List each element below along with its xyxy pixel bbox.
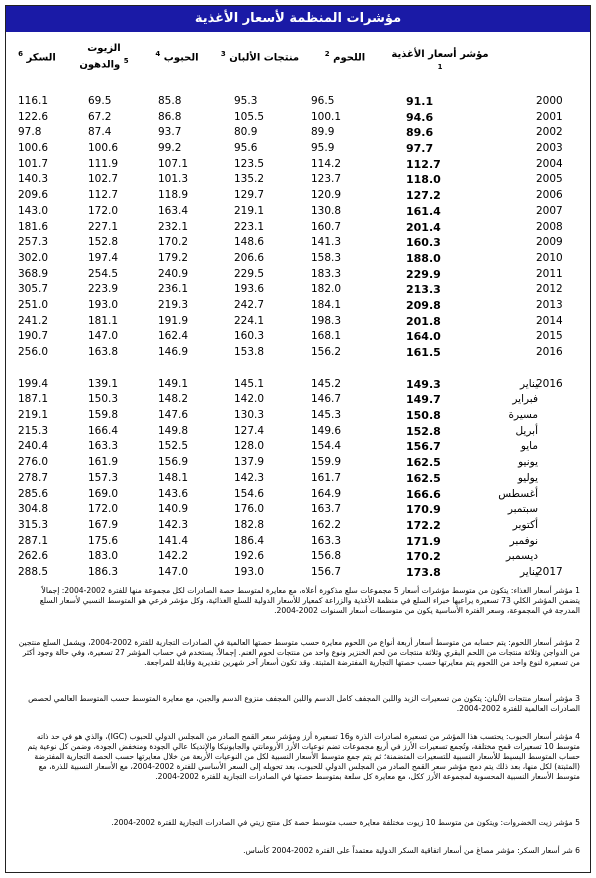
food-value: 229.9: [406, 267, 441, 281]
dairy-value: 80.9: [234, 126, 258, 139]
dairy-value: 193.6: [234, 283, 265, 296]
dairy-value: 154.6: [234, 487, 265, 500]
food-value: 160.3: [406, 236, 441, 250]
oils-value: 183.0: [88, 550, 119, 563]
oils-value: 163.3: [88, 440, 119, 453]
sugar-value: 122.6: [18, 110, 49, 123]
row-spacer: [536, 361, 586, 377]
sugar-value: 143.0: [18, 204, 49, 217]
year-label: 2008: [536, 220, 563, 233]
sugar-value: 219.1: [18, 409, 49, 422]
dairy-value: 142.3: [234, 471, 265, 484]
month-label: فبراير: [512, 393, 538, 406]
sugar-value: 251.0: [18, 298, 49, 311]
monthly-year-label: 2017: [536, 565, 563, 578]
dairy-value: 105.5: [234, 110, 265, 123]
meat-value: 162.2: [311, 518, 342, 531]
oils-value: 193.0: [88, 298, 119, 311]
oils-value: 87.4: [88, 126, 112, 139]
food-value: 166.6: [406, 487, 441, 501]
dairy-value: 95.6: [234, 142, 258, 155]
food-value: 188.0: [406, 251, 441, 265]
dairy-value: 123.5: [234, 157, 265, 170]
header-oils-label: الزيوت: [87, 43, 121, 54]
sugar-value: 209.6: [18, 189, 49, 202]
dairy-value: 229.5: [234, 267, 265, 280]
meat-value: 159.9: [311, 456, 342, 469]
cereals-value: 86.8: [158, 110, 182, 123]
dairy-value: 186.4: [234, 534, 265, 547]
meat-value: 123.7: [311, 173, 342, 186]
cereals-value: 146.9: [158, 346, 189, 358]
month-label: أغسطس: [498, 487, 538, 500]
cereals-value: 219.3: [158, 298, 189, 311]
cereals-value: 152.5: [158, 440, 189, 453]
dairy-value: 95.3: [234, 95, 258, 107]
oils-value: 111.9: [88, 157, 119, 170]
sugar-value: 187.1: [18, 393, 49, 406]
cereals-value: 101.3: [158, 173, 189, 186]
meat-value: 145.2: [311, 377, 342, 390]
header-food-index: [390, 48, 490, 88]
year-label: 2001: [536, 110, 563, 123]
sugar-value: 140.3: [18, 173, 49, 186]
meat-value: 158.3: [311, 251, 342, 264]
meat-value: 145.3: [311, 409, 342, 422]
oils-value: 197.4: [88, 251, 119, 264]
food-value: 89.6: [406, 126, 434, 140]
food-value: 149.7: [406, 393, 441, 407]
month-row-label: [512, 392, 586, 408]
month-row-label: [507, 502, 586, 518]
food-value: 118.0: [406, 173, 441, 187]
year-label: 2013: [536, 298, 563, 311]
meat-value: 120.9: [311, 189, 342, 202]
sugar-value: 276.0: [18, 456, 49, 469]
sugar-value: 240.4: [18, 440, 49, 453]
month-row-label: [520, 439, 586, 455]
meat-value: 183.3: [311, 267, 342, 280]
sugar-value: 101.7: [18, 157, 49, 170]
meat-value: 160.7: [311, 220, 342, 233]
sugar-value: 315.3: [18, 518, 49, 531]
year-label: 2011: [536, 267, 563, 280]
dairy-value: 223.1: [234, 220, 265, 233]
month-label: مايو: [520, 440, 538, 453]
sugar-value: 278.7: [18, 471, 49, 484]
dairy-value: 206.6: [234, 251, 265, 264]
year-label: 2016: [536, 346, 563, 358]
header-dairy-label: منتجات الألبان: [229, 52, 300, 64]
oils-value: 161.9: [88, 456, 119, 469]
dairy-value: 192.6: [234, 550, 265, 563]
oils-value: 223.9: [88, 283, 119, 296]
food-value: 112.7: [406, 157, 441, 171]
cereals-value: 141.4: [158, 534, 189, 547]
meat-value: 96.5: [311, 95, 335, 107]
sugar-value: 368.9: [18, 267, 49, 280]
sugar-value: 288.5: [18, 565, 49, 578]
page-frame: [5, 5, 591, 873]
header-sugar-label: السكر: [26, 52, 56, 64]
month-row-label: [518, 455, 586, 471]
month-row-label: [519, 377, 586, 393]
meat-value: 154.4: [311, 440, 342, 453]
meat-value: 156.8: [311, 550, 342, 563]
header-cereals-label: الحبوب: [163, 52, 199, 64]
food-value: 97.7: [406, 142, 434, 156]
header-meat: [305, 48, 385, 88]
food-value: 161.4: [406, 204, 441, 218]
meat-value: 100.1: [311, 110, 342, 123]
dairy-value: 130.3: [234, 409, 265, 422]
dairy-value: 137.9: [234, 456, 265, 469]
header-dairy: [215, 48, 305, 88]
dairy-value: 142.0: [234, 393, 265, 406]
month-row-label: [515, 424, 586, 440]
food-value: 164.0: [406, 330, 441, 344]
month-row-label: [498, 487, 586, 503]
food-value: 170.9: [406, 503, 441, 517]
row-spacer: [311, 361, 341, 377]
row-spacer: [234, 361, 264, 377]
month-label: سبتمبر: [507, 503, 538, 516]
header-oils-sup: 5: [123, 57, 129, 65]
cereals-value: 93.7: [158, 126, 182, 139]
meat-value: 198.3: [311, 314, 342, 327]
cereals-value: 107.1: [158, 157, 189, 170]
footnote-1: 1 مؤشر أسعار الغذاء: يتكون من متوسط مؤشرات أسعار 5 مجموعات سلع مذكورة أعلاه، مع معايرة لمتوسط حصة الصادرات لكل مجموعة منها للفترة 2002-2004: إجمالاً يتضمن المؤشر الكلي 73 تسعيرة يراعيها خبراء السلع في منظمة الأغذية والزراعة كمعيار للأسعار الدولية للسلع الغذائية، وكل مؤشر فرعي هو المتوسط النسبي لأسعار السلع المدرجة في المجموعة، وسعر الفترة الأساسية يكون من متوسطات أسعار السنوات 2002-2004.: [39, 586, 580, 615]
food-value: 171.9: [406, 534, 441, 548]
meat-value: 146.7: [311, 393, 342, 406]
dairy-value: 182.8: [234, 518, 265, 531]
dairy-value: 127.4: [234, 424, 265, 437]
footnote-5: 5 مؤشر زيت الخضروات: ويتكون من متوسط 10 زيوت مختلفة معايرة حسب متوسط حصة كل منتج زيتي في الصادرات التجارية للفترة 2002-2004.: [111, 818, 580, 827]
dairy-value: 242.7: [234, 298, 265, 311]
cereals-value: 118.9: [158, 189, 189, 202]
column-sugar: [18, 94, 48, 581]
food-value: 172.2: [406, 518, 441, 532]
sugar-value: 305.7: [18, 283, 49, 296]
header-food-label: مؤشر أسعار الأغذية: [391, 49, 489, 60]
oils-value: 163.8: [88, 346, 119, 358]
cereals-value: 240.9: [158, 267, 189, 280]
food-value: 201.8: [406, 314, 441, 328]
dairy-value: 176.0: [234, 503, 265, 516]
page-title: مؤشرات المنظمة لأسعار الأغذية: [6, 6, 590, 32]
month-row-label: [506, 549, 586, 565]
cereals-value: 99.2: [158, 142, 182, 155]
food-value: 152.8: [406, 424, 441, 438]
cereals-value: 156.9: [158, 456, 189, 469]
oils-value: 166.4: [88, 424, 119, 437]
sugar-value: 190.7: [18, 330, 49, 343]
food-value: 161.5: [406, 346, 441, 359]
header-food-sup: 1: [437, 63, 443, 71]
oils-value: 147.0: [88, 330, 119, 343]
oils-value: 150.3: [88, 393, 119, 406]
oils-value: 100.6: [88, 142, 119, 155]
food-value: 156.7: [406, 440, 441, 454]
month-label: مسيرة: [508, 409, 538, 422]
cereals-value: 162.4: [158, 330, 189, 343]
cereals-value: 147.6: [158, 409, 189, 422]
header-meat-sup: 2: [324, 50, 330, 58]
meat-value: 184.1: [311, 298, 342, 311]
header-sugar: [6, 48, 68, 88]
meat-value: 182.0: [311, 283, 342, 296]
cereals-value: 143.6: [158, 487, 189, 500]
month-row-label: [517, 471, 586, 487]
cereals-value: 236.1: [158, 283, 189, 296]
row-spacer: [18, 361, 48, 377]
food-value: 162.5: [406, 456, 441, 470]
oils-value: 157.3: [88, 471, 119, 484]
sugar-value: 116.1: [18, 95, 49, 107]
month-row-label: [519, 565, 586, 581]
cereals-value: 147.0: [158, 565, 189, 578]
meat-value: 156.7: [311, 565, 342, 578]
meat-value: 164.9: [311, 487, 342, 500]
dairy-value: 160.3: [234, 330, 265, 343]
month-label: ديسمبر: [506, 550, 538, 563]
oils-value: 172.0: [88, 503, 119, 516]
year-label: 2004: [536, 157, 563, 170]
header-oils-label2: والدهون: [79, 59, 121, 71]
oils-value: 175.6: [88, 534, 119, 547]
oils-value: 159.8: [88, 409, 119, 422]
cereals-value: 148.1: [158, 471, 189, 484]
row-spacer: [406, 361, 441, 377]
column-dairy: [234, 94, 264, 581]
cereals-value: 148.2: [158, 393, 189, 406]
header-cereals: [142, 48, 212, 88]
dairy-value: 129.7: [234, 189, 265, 202]
dairy-value: 148.6: [234, 236, 265, 249]
column-oils: [88, 94, 118, 581]
year-label: 2000: [536, 95, 563, 107]
sugar-value: 181.6: [18, 220, 49, 233]
cereals-value: 163.4: [158, 204, 189, 217]
oils-value: 67.2: [88, 110, 112, 123]
month-label: يونيو: [518, 456, 538, 469]
cereals-value: 142.3: [158, 518, 189, 531]
month-row-label: [512, 518, 586, 534]
footnote-4: 4 مؤشر أسعار الحبوب: يحتسب هذا المؤشر من تسعيرة لصادرات الذرة و16 تسعيرة أرز ومؤشر سعر القمح الصادر من المجلس الدولي للحبوب (IGC)، والذي هو في حد ذاته متوسط 10 تسعيرات قمح مختلفة، وتُجمع تسعيرات الأرز في أربع مجموعات تضم نوعيات الأرز الأرومانتي والجابونيكا والإنديكا عالي الجودة ومنخفض الجودة، وضمن كل نوعية يتم حساب المتوسط البسيط للأسعار النسبية للتسعيرات المتضمنة؛ ثم يتم جمع متوسط الأسعار النسبية لكل من النوعيات الأربعة من خلال معايرتها حسب الحصة التجارية المفترضة (المثبتة) لكل منها، بعد ذلك يتم دمج مؤشر سعر القمح الصادر من المجلس الدولي للحبوب، بعد تحويله إلى السعر الأساسي للفترة 2002-2004، مع الأسعار النسبية للذرة، مع متوسط الأسعار النسبية المحسوبة لمجموعة الأرز ككل، مع معايرة كل سلعة بمتوسط حصتها في الصادرات التجارية للفترة 2002-2004.: [27, 732, 580, 781]
food-value: 150.8: [406, 409, 441, 423]
meat-value: 130.8: [311, 204, 342, 217]
oils-value: 152.8: [88, 236, 119, 249]
food-value: 91.1: [406, 95, 434, 108]
sugar-value: 287.1: [18, 534, 49, 547]
header-oils: [68, 42, 140, 82]
header-meat-label: اللحوم: [333, 52, 366, 64]
dairy-value: 145.1: [234, 377, 265, 390]
meat-value: 89.9: [311, 126, 335, 139]
year-label: 2014: [536, 314, 563, 327]
month-label: أكتوبر: [512, 518, 538, 531]
year-label: 2005: [536, 173, 563, 186]
sugar-value: 97.8: [18, 126, 42, 139]
meat-value: 149.6: [311, 424, 342, 437]
cereals-value: 232.1: [158, 220, 189, 233]
cereals-value: 140.9: [158, 503, 189, 516]
food-value: 94.6: [406, 110, 434, 124]
sugar-value: 285.6: [18, 487, 49, 500]
dairy-value: 135.2: [234, 173, 265, 186]
oils-value: 181.1: [88, 314, 119, 327]
month-label: يناير: [519, 565, 538, 578]
oils-value: 186.3: [88, 565, 119, 578]
food-value: 201.4: [406, 220, 441, 234]
sugar-value: 215.3: [18, 424, 49, 437]
column-food-index: [406, 94, 441, 581]
oils-value: 139.1: [88, 377, 119, 390]
cereals-value: 85.8: [158, 95, 182, 107]
month-label: أبريل: [515, 424, 538, 437]
sugar-value: 257.3: [18, 236, 49, 249]
meat-value: 163.3: [311, 534, 342, 547]
month-label: يوليو: [517, 471, 538, 484]
dairy-value: 128.0: [234, 440, 265, 453]
header-dairy-sup: 3: [220, 50, 226, 58]
cereals-value: 149.8: [158, 424, 189, 437]
meat-value: 168.1: [311, 330, 342, 343]
food-value: 170.2: [406, 550, 441, 564]
footnote-3: 3 مؤشر أسعار منتجات الألبان: يتكون من تسعيرات الزبد واللبن المجفف كامل الدسم واللبن المجفف منزوع الدسم والجبن، مع معايرة المتوسط حسب المتوسط العالمي لحصص الصادرات العالمية للفترة 2002-2004.: [28, 694, 580, 713]
sugar-value: 199.4: [18, 377, 49, 390]
sugar-value: 302.0: [18, 251, 49, 264]
year-label: 2015: [536, 330, 563, 343]
month-label: يناير: [519, 377, 538, 390]
sugar-value: 304.8: [18, 503, 49, 516]
meat-value: 156.2: [311, 346, 342, 358]
cereals-value: 149.1: [158, 377, 189, 390]
dairy-value: 153.8: [234, 346, 265, 358]
column-years: [498, 94, 586, 581]
dairy-value: 219.1: [234, 204, 265, 217]
oils-value: 167.9: [88, 518, 119, 531]
footnote-2: 2 مؤشر أسعار اللحوم: يتم حسابه من متوسط أسعار أربعة أنواع من اللحوم معايرة حسب متوسط حصتها العالمية في الصادرات التجارية للفترة 2002-2004، ويشمل السلع منتجين من الدواجن وثلاثة منتجات من اللحم البقري وثلاثة منتجات من لحم الخنزير ونوع واحد من منتجات لحوم الغنم. إجمالاً، يستخدم في حساب المؤشر 27 تسعيرة، وفي حالة وجود أكثر من تسعيرة لنوع واحد من اللحوم يتم معايرتها حسب حصتها التجارية المفترضة المثبتة. وقد تكون أسعار آخر شهرين تقديرية وقابلة للمراجعة.: [18, 638, 580, 667]
year-label: 2006: [536, 189, 563, 202]
year-label: 2012: [536, 283, 563, 296]
food-value: 173.8: [406, 565, 441, 579]
meat-value: 163.7: [311, 503, 342, 516]
year-label: 2003: [536, 142, 563, 155]
food-value: 209.8: [406, 298, 441, 312]
dairy-value: 224.1: [234, 314, 265, 327]
oils-value: 112.7: [88, 189, 119, 202]
header-cereals-sup: 4: [155, 50, 161, 58]
meat-value: 95.9: [311, 142, 335, 155]
cereals-value: 179.2: [158, 251, 189, 264]
oils-value: 169.0: [88, 487, 119, 500]
sugar-value: 241.2: [18, 314, 49, 327]
header-sugar-sup: 6: [18, 50, 23, 58]
cereals-value: 191.9: [158, 314, 189, 327]
sugar-value: 262.6: [18, 550, 49, 563]
food-value: 149.3: [406, 377, 441, 391]
month-label: نوفمبر: [509, 534, 538, 547]
row-spacer: [158, 361, 188, 377]
year-label: 2002: [536, 126, 563, 139]
monthly-year-label: 2016: [536, 377, 563, 390]
footnote-6: 6 شر أسعار السكر: مؤشر مصاغ من أسعار اتفاقية السكر الدولية معتمداً على الفترة 2002-2004 كأساس.: [243, 846, 580, 855]
sugar-value: 100.6: [18, 142, 49, 155]
oils-value: 172.0: [88, 204, 119, 217]
oils-value: 69.5: [88, 95, 112, 107]
column-cereals: [158, 94, 188, 581]
oils-value: 227.1: [88, 220, 119, 233]
year-label: 2009: [536, 236, 563, 249]
food-value: 213.3: [406, 283, 441, 297]
oils-value: 102.7: [88, 173, 119, 186]
food-value: 162.5: [406, 471, 441, 485]
column-meat: [311, 94, 341, 581]
meat-value: 114.2: [311, 157, 342, 170]
meat-value: 161.7: [311, 471, 342, 484]
row-spacer: [88, 361, 118, 377]
food-value: 127.2: [406, 189, 441, 203]
meat-value: 141.3: [311, 236, 342, 249]
month-row-label: [509, 534, 586, 550]
year-label: 2010: [536, 251, 563, 264]
year-label: 2007: [536, 204, 563, 217]
oils-value: 254.5: [88, 267, 119, 280]
cereals-value: 170.2: [158, 236, 189, 249]
month-row-label: [508, 408, 586, 424]
sugar-value: 256.0: [18, 346, 49, 358]
cereals-value: 142.2: [158, 550, 189, 563]
dairy-value: 193.0: [234, 565, 265, 578]
